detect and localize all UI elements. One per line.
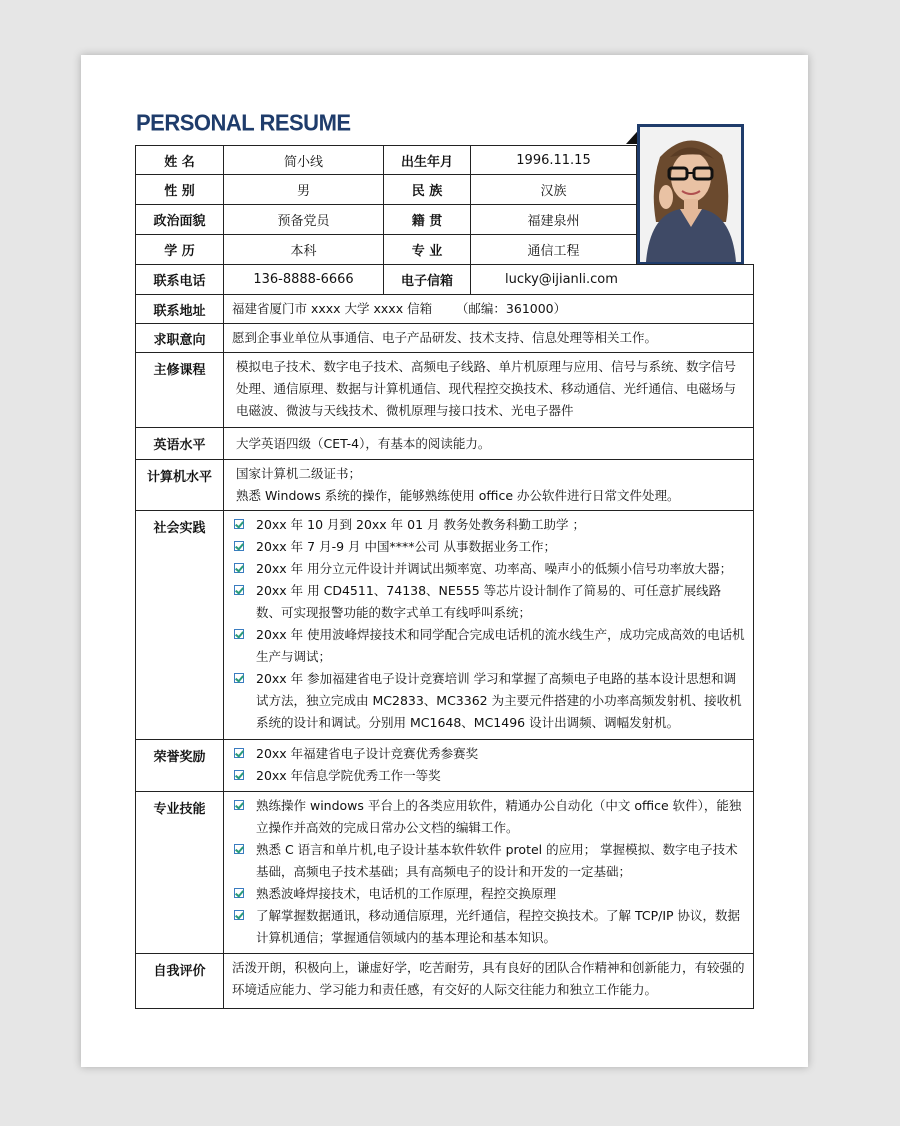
courses-value: 模拟电子技术、数字电子技术、高频电子线路、单片机原理与应用、信号与系统、数字信号处理、通信原理、数据与计算机通信、现代程控交换技术、移动通信、光纤通信、电磁场与电磁波、微波与天线技术、微机原理与接口技术、光电子器件 <box>224 353 754 428</box>
photo-cell <box>637 146 754 265</box>
checkbox-icon <box>234 770 244 780</box>
gender-label: 性 别 <box>136 175 224 205</box>
ethnicity-value: 汉族 <box>471 175 637 205</box>
major-label: 专 业 <box>384 235 471 265</box>
intent-label: 求职意向 <box>136 324 224 353</box>
education-value: 本科 <box>224 235 384 265</box>
resume-title: PERSONAL RESUME <box>136 109 351 136</box>
political-value: 预备党员 <box>224 205 384 235</box>
list-item: 了解掌握数据通讯，移动通信原理，光纤通信，程控交换技术。了解 TCP/IP 协议，数据计算机通信；掌握通信领域内的基本理论和基本知识。 <box>232 905 745 949</box>
honors-list <box>224 740 754 792</box>
list-item: 熟练操作 windows 平台上的各类应用软件，精通办公自动化（中文 office 软件），能独立操作并高效的完成日常办公文档的编辑工作。 <box>232 795 745 839</box>
ethnicity-label: 民 族 <box>384 175 471 205</box>
list-item: 熟悉 C 语言和单片机,电子设计基本软件软件 protel 的应用； 掌握模拟、数字电子技术基础，高频电子技术基础；具有高频电子的设计和开发的一定基础； <box>232 839 745 883</box>
english-label: 英语水平 <box>136 428 224 460</box>
skills-list <box>224 792 754 954</box>
checkbox-icon <box>234 673 244 683</box>
list-item: 熟悉波峰焊接技术，电话机的工作原理，程控交换原理 <box>232 883 745 905</box>
computer-line: 国家计算机二级证书； <box>236 466 362 481</box>
self-eval-value: 活泼开朗，积极向上，谦虚好学，吃苦耐劳，具有良好的团队合作精神和创新能力，有较强的环境适应能力、学习能力和责任感，有交好的人际交往能力和独立工作能力。 <box>224 954 754 1009</box>
list-item: 20xx 年 用 CD4511、74138、NE555 等芯片设计制作了简易的、可任意扩展线路数、可实现报警功能的数字式单工有线呼叫系统； <box>232 580 745 624</box>
checkbox-icon <box>234 519 244 529</box>
computer-label: 计算机水平 <box>136 460 224 511</box>
computer-value <box>224 460 754 511</box>
resume-table <box>135 145 754 1009</box>
list-item: 20xx 年福建省电子设计竞赛优秀参赛奖 <box>232 743 745 765</box>
english-value: 大学英语四级（CET-4），有基本的阅读能力。 <box>224 428 754 460</box>
list-item: 20xx 年 10 月到 20xx 年 01 月 教务处教务科勤工助学 ； <box>232 514 745 536</box>
practice-label: 社会实践 <box>136 511 224 740</box>
phone-value: 136-8888-6666 <box>224 265 384 295</box>
skills-label: 专业技能 <box>136 792 224 954</box>
checkbox-icon <box>234 563 244 573</box>
checkbox-icon <box>234 800 244 810</box>
self-eval-label: 自我评价 <box>136 954 224 1009</box>
birth-label: 出生年月 <box>384 146 471 175</box>
political-label: 政治面貌 <box>136 205 224 235</box>
checkbox-icon <box>234 585 244 595</box>
checkbox-icon <box>234 629 244 639</box>
checkbox-icon <box>234 910 244 920</box>
address-value: 福建省厦门市 xxxx 大学 xxxx 信箱 （邮编：361000） <box>224 295 754 324</box>
list-item: 20xx 年 7 月-9 月 中国****公司 从事数据业务工作； <box>232 536 745 558</box>
courses-label: 主修课程 <box>136 353 224 428</box>
checkbox-icon <box>234 888 244 898</box>
checkbox-icon <box>234 748 244 758</box>
list-item: 20xx 年 用分立元件设计并调试出频率宽、功率高、噪声小的低频小信号功率放大器； <box>232 558 745 580</box>
address-label: 联系地址 <box>136 295 224 324</box>
name-label: 姓 名 <box>136 146 224 175</box>
phone-label: 联系电话 <box>136 265 224 295</box>
list-item: 20xx 年 参加福建省电子设计竞赛培训 学习和掌握了高频电子电路的基本设计思想和调试方法，独立完成由 MC2833、MC3362 为主要元件搭建的小功率高频发射机、接收机系统的设计和调试。分别用 MC1648、MC1496 设计出调频、调幅发射机。 <box>232 668 745 734</box>
list-item: 20xx 年信息学院优秀工作一等奖 <box>232 765 745 787</box>
birth-value: 1996.11.15 <box>471 146 637 175</box>
list-item: 20xx 年 使用波峰焊接技术和同学配合完成电话机的流水线生产，成功完成高效的电话机生产与调试； <box>232 624 745 668</box>
name-value: 简小线 <box>224 146 384 175</box>
gender-value: 男 <box>224 175 384 205</box>
checkbox-icon <box>234 541 244 551</box>
major-value: 通信工程 <box>471 235 637 265</box>
intent-value: 愿到企事业单位从事通信、电子产品研发、技术支持、信息处理等相关工作。 <box>224 324 754 353</box>
email-value: lucky@ijianli.com <box>471 265 754 295</box>
email-label: 电子信箱 <box>384 265 471 295</box>
checkbox-icon <box>234 844 244 854</box>
education-label: 学 历 <box>136 235 224 265</box>
origin-value: 福建泉州 <box>471 205 637 235</box>
computer-line: 熟悉 Windows 系统的操作，能够熟练使用 office 办公软件进行日常文件处理。 <box>236 488 680 503</box>
practice-list <box>224 511 754 740</box>
honors-label: 荣誉奖励 <box>136 740 224 792</box>
origin-label: 籍 贯 <box>384 205 471 235</box>
